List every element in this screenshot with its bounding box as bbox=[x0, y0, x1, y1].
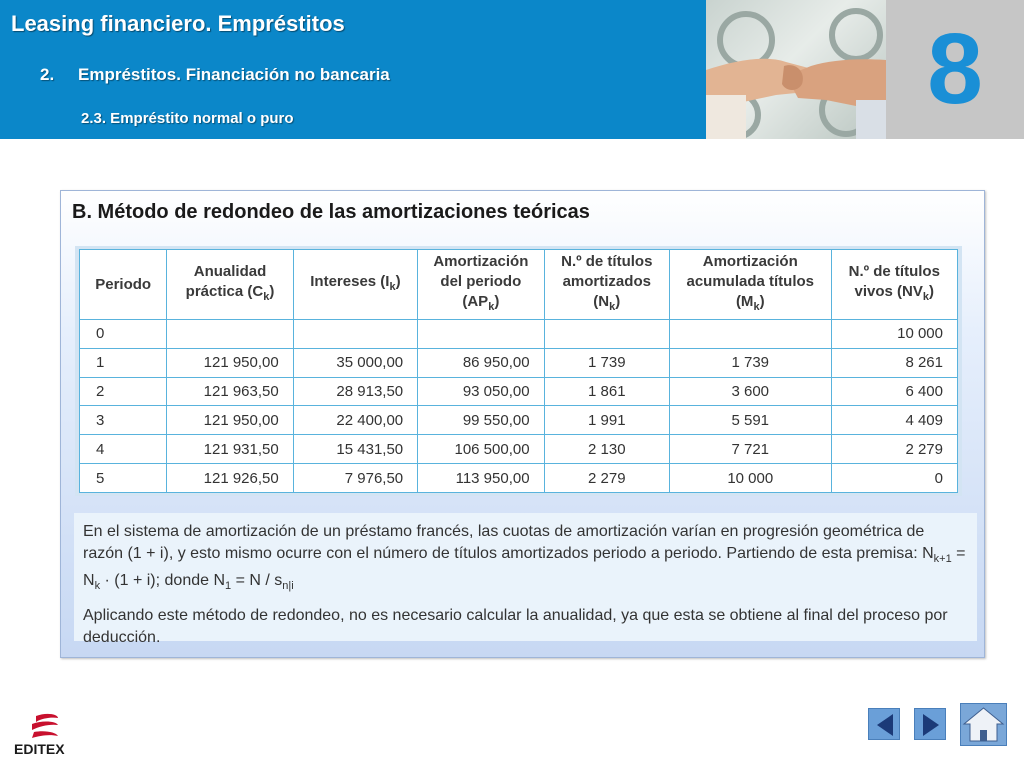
header-cell: N.º de títulos vivos $(NV_k)$ bbox=[831, 250, 957, 320]
next-button[interactable] bbox=[914, 708, 946, 740]
table-cell: 4 409 bbox=[831, 406, 957, 435]
table-cell: 113 950,00 bbox=[418, 464, 544, 493]
table-cell: 1 739 bbox=[669, 348, 831, 377]
table-row bbox=[80, 377, 958, 406]
table-cell: 10 000 bbox=[669, 464, 831, 493]
table-cell: 1 739 bbox=[544, 348, 669, 377]
table-cell: 121 931,50 bbox=[167, 435, 293, 464]
table-row bbox=[80, 406, 958, 435]
handshake-photo bbox=[706, 0, 886, 139]
subsection-heading: 2.3. Empréstito normal o puro bbox=[81, 110, 294, 127]
table-cell: 121 963,50 bbox=[167, 377, 293, 406]
editex-logo bbox=[12, 712, 78, 758]
table-cell: 6 400 bbox=[831, 377, 957, 406]
content-box bbox=[60, 190, 985, 658]
table-cell: 22 400,00 bbox=[293, 406, 417, 435]
table-cell: 1 861 bbox=[544, 377, 669, 406]
note-paragraph-2: Aplicando este método de redondeo, no es necesario calcular la anualidad, ya que esta se obtiene al final del proceso por deducción. bbox=[83, 607, 948, 647]
explanation-note bbox=[74, 513, 977, 647]
section-heading bbox=[40, 65, 390, 85]
section-number: 2. bbox=[40, 65, 55, 84]
home-button[interactable] bbox=[960, 703, 1007, 746]
table-cell: 7 721 bbox=[669, 435, 831, 464]
header-cell: N.º de títulos amortizados $(N_k)$ bbox=[544, 250, 669, 320]
table-cell: 8 261 bbox=[831, 348, 957, 377]
table-cell: 2 279 bbox=[831, 435, 957, 464]
header-cell: Periodo bbox=[80, 250, 167, 320]
table-cell: 0 bbox=[831, 464, 957, 493]
table-cell: 2 130 bbox=[544, 435, 669, 464]
chapter-number: 8 bbox=[927, 13, 983, 125]
table-container bbox=[75, 246, 962, 496]
previous-button[interactable] bbox=[868, 708, 900, 740]
table-cell: 0 bbox=[80, 320, 167, 349]
handshake-illustration bbox=[706, 0, 886, 139]
table-cell: 93 050,00 bbox=[418, 377, 544, 406]
header-cell: Amortización del periodo $(AP_k)$ bbox=[418, 250, 544, 320]
table-cell: 86 950,00 bbox=[418, 348, 544, 377]
header-cell: Intereses $(I_k)$ bbox=[293, 250, 417, 320]
table-cell: 106 500,00 bbox=[418, 435, 544, 464]
content-title: B. Método de redondeo de las amortizaciones teóricas bbox=[72, 201, 590, 223]
table-row bbox=[80, 320, 958, 349]
editex-logo-icon bbox=[12, 712, 78, 758]
header-cell: Amortización acumulada títulos $(M_k)$ bbox=[669, 250, 831, 320]
logo-text: EDITEX bbox=[14, 741, 65, 757]
table-cell bbox=[418, 320, 544, 349]
table-cell: 10 000 bbox=[831, 320, 957, 349]
table-cell: 15 431,50 bbox=[293, 435, 417, 464]
note-paragraph-1: En el sistema de amortización de un préstamo francés, las cuotas de amortización varían en progresión geométrica de razón (1 + i), y esto mismo ocurre con el número de títulos amortizados periodo a periodo. Partiendo de esta premisa: $N_{k+1} = N_k \cdot (1 + i)$; donde $N_1 = N / s_{n|i}$ bbox=[83, 523, 966, 593]
table-cell: 2 bbox=[80, 377, 167, 406]
table-cell bbox=[293, 320, 417, 349]
next-arrow-icon bbox=[915, 709, 947, 741]
table-cell: 3 bbox=[80, 406, 167, 435]
chapter-box bbox=[886, 0, 1024, 139]
home-icon bbox=[961, 704, 1006, 745]
table-cell: 28 913,50 bbox=[293, 377, 417, 406]
table-row bbox=[80, 464, 958, 493]
table-cell: 5 591 bbox=[669, 406, 831, 435]
table-row bbox=[80, 348, 958, 377]
slide-title: Leasing financiero. Empréstitos bbox=[11, 11, 345, 36]
amortization-table bbox=[79, 249, 958, 493]
table-cell bbox=[544, 320, 669, 349]
table-cell bbox=[669, 320, 831, 349]
table-header-row bbox=[80, 250, 958, 320]
table-cell: 1 991 bbox=[544, 406, 669, 435]
table-cell: 121 926,50 bbox=[167, 464, 293, 493]
table-cell: 5 bbox=[80, 464, 167, 493]
table-cell: 2 279 bbox=[544, 464, 669, 493]
table-row bbox=[80, 435, 958, 464]
table-cell: 35 000,00 bbox=[293, 348, 417, 377]
table-cell: 121 950,00 bbox=[167, 406, 293, 435]
previous-arrow-icon bbox=[869, 709, 901, 741]
table-cell: 121 950,00 bbox=[167, 348, 293, 377]
table-cell bbox=[167, 320, 293, 349]
header-band bbox=[0, 0, 706, 139]
table-cell: 4 bbox=[80, 435, 167, 464]
header-cell: Anualidad práctica $(C_k)$ bbox=[167, 250, 293, 320]
section-title: Empréstitos. Financiación no bancaria bbox=[78, 65, 390, 84]
table-cell: 7 976,50 bbox=[293, 464, 417, 493]
table-cell: 3 600 bbox=[669, 377, 831, 406]
table-cell: 1 bbox=[80, 348, 167, 377]
table-cell: 99 550,00 bbox=[418, 406, 544, 435]
